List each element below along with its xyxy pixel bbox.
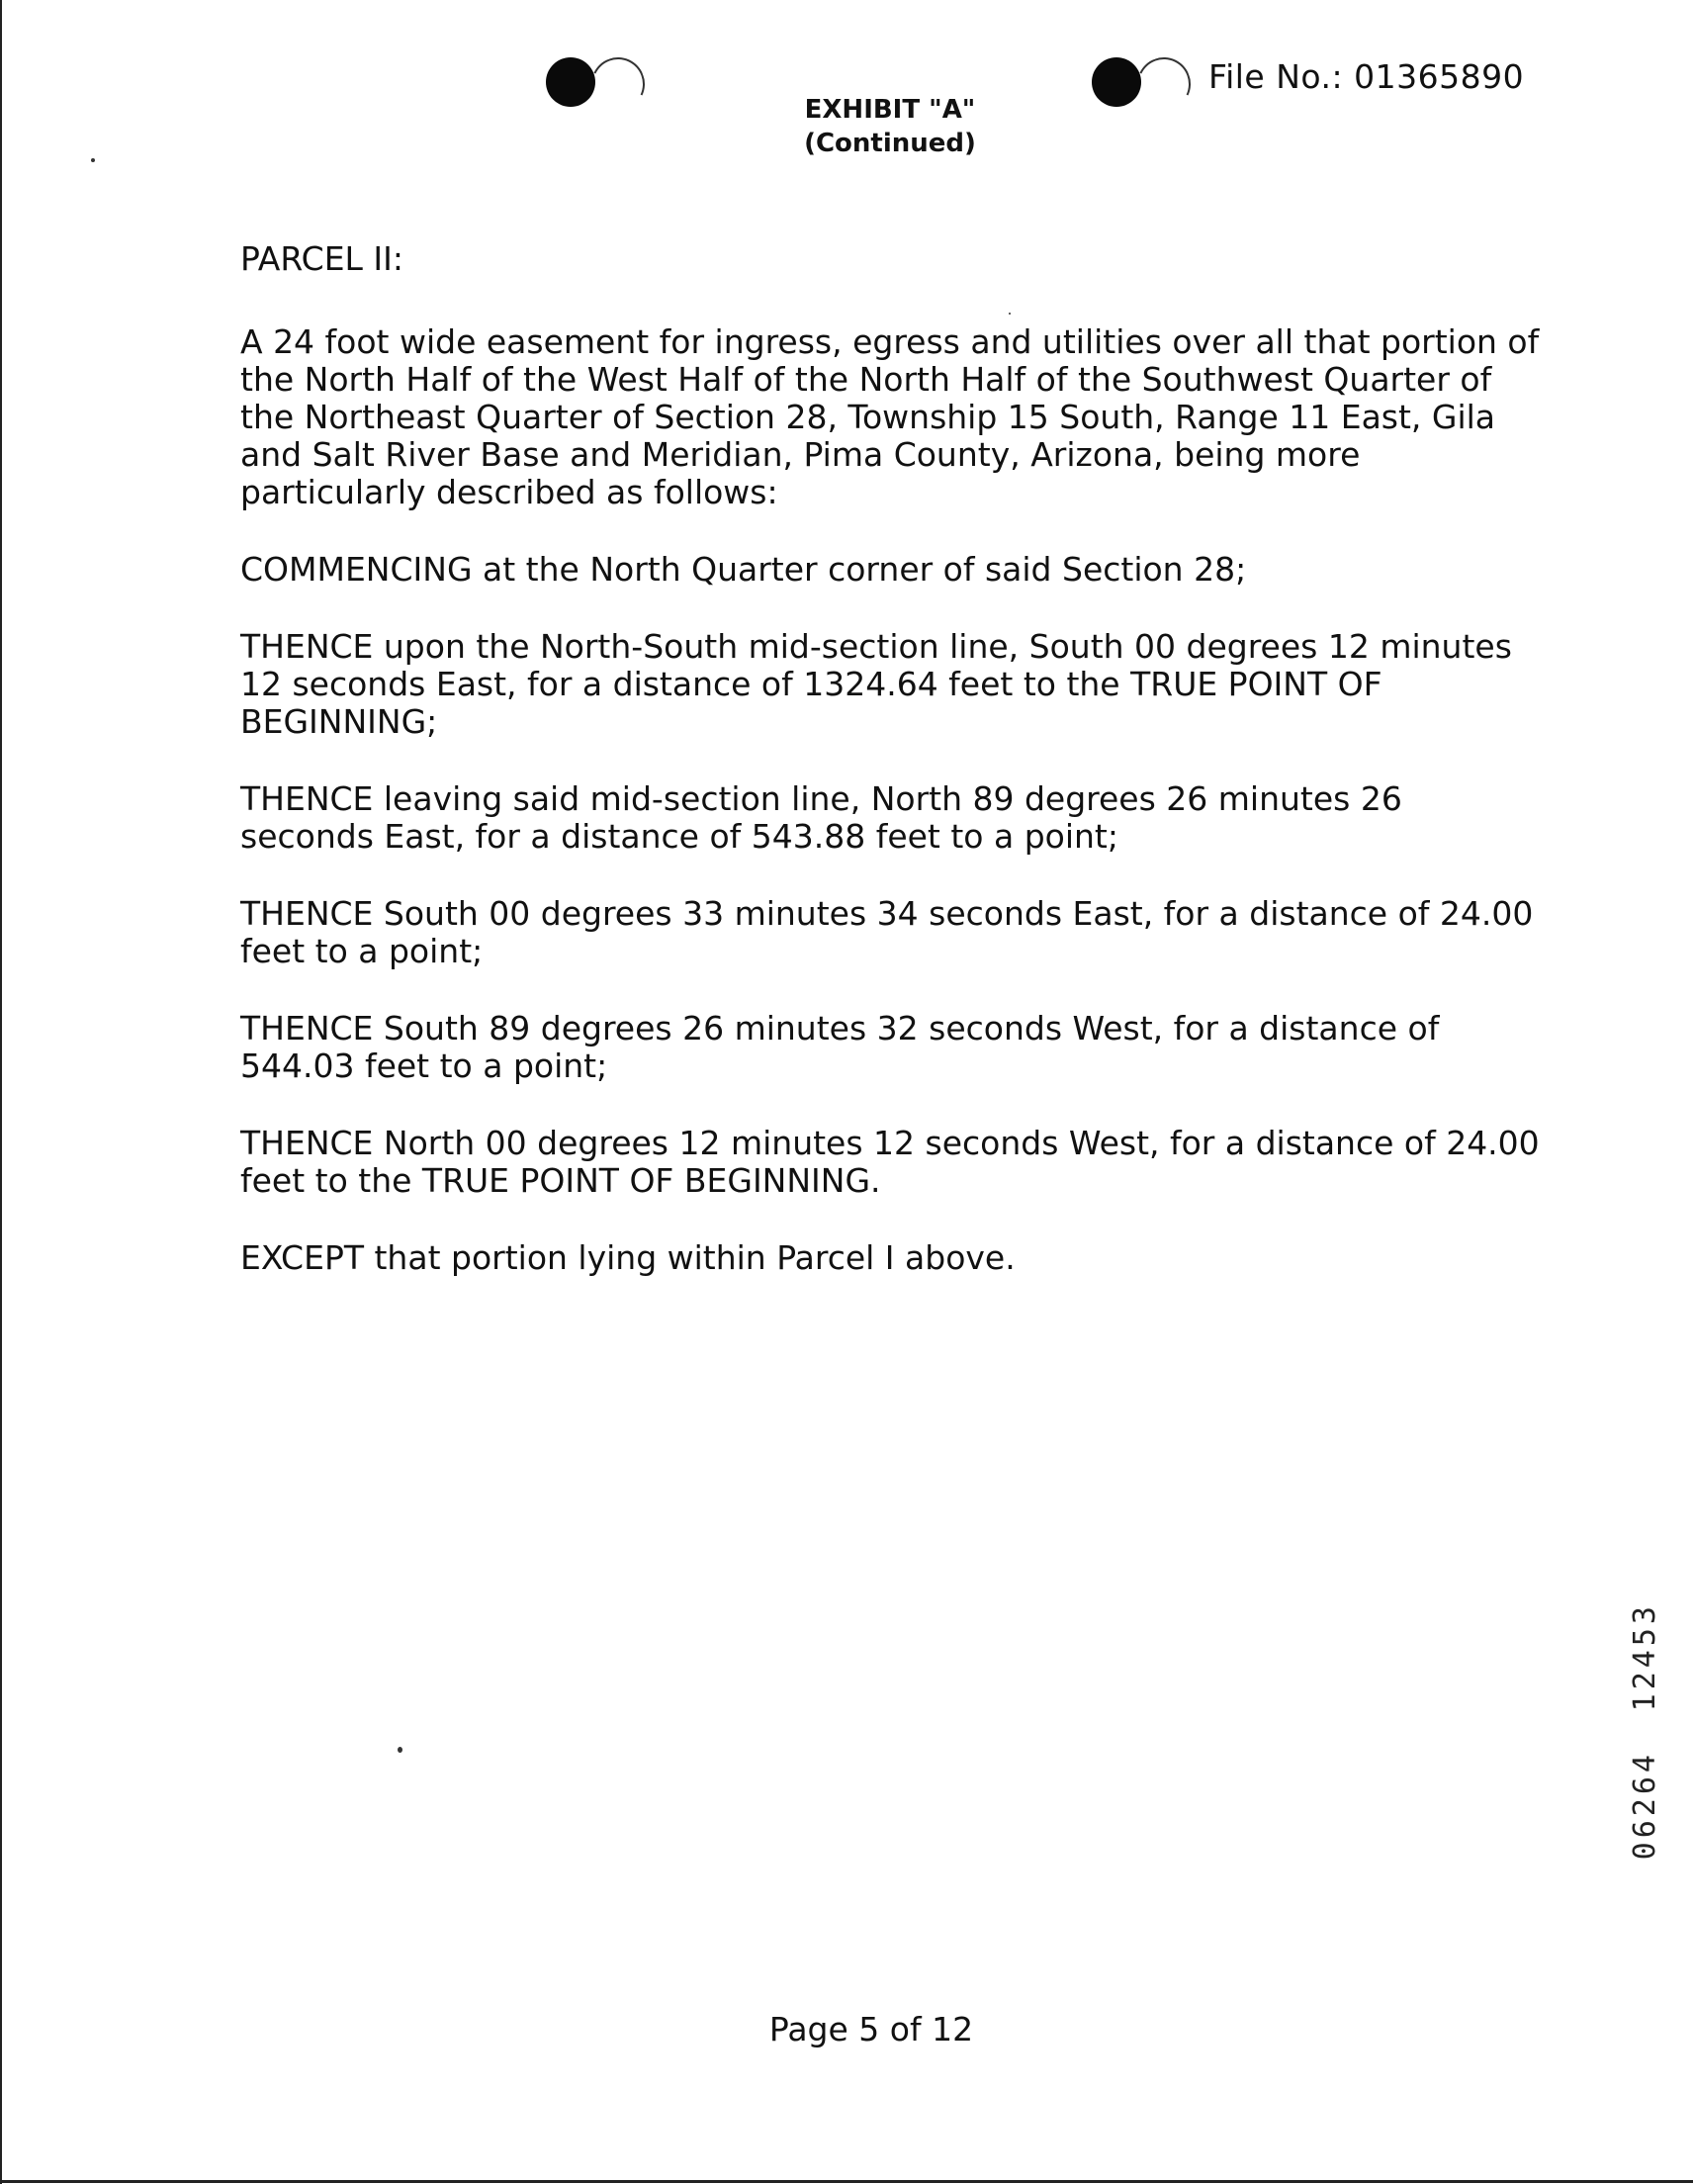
commencing-paragraph: COMMENCING at the North Quarter corner of said Section 28;: [240, 550, 1247, 589]
page-number: Page 5 of 12: [768, 2010, 974, 2048]
punch-hole-right: [1092, 57, 1141, 107]
thence-paragraph-3: THENCE South 00 degrees 33 minutes 34 seconds East, for a distance of 24.00 feet to a point;: [240, 894, 1534, 970]
exhibit-title: EXHIBIT "A": [804, 95, 976, 125]
page-left-edge: [0, 0, 2, 2184]
easement-paragraph: A 24 foot wide easement for ingress, egress and utilities over all that portion of the North Half of the West Half of the North Half of the Southwest Quarter of the Northeast Quarter of Section 28, Township 15 South, Range 11 East, Gila and Salt River Base and Meridian, Pima County, Arizona, being more particularly described as follows:: [240, 322, 1540, 511]
thence-paragraph-2: THENCE leaving said mid-section line, North 89 degrees 26 minutes 26 seconds East, for a distance of 543.88 feet to a point;: [240, 779, 1402, 856]
recording-stamp: [1628, 1602, 1667, 1869]
recording-stamp-line-2: 06264: [1628, 1751, 1662, 1861]
exhibit-subtitle: (Continued): [804, 129, 976, 158]
file-number: File No.: 01365890: [1208, 57, 1525, 96]
thence-paragraph-1: THENCE upon the North-South mid-section line, South 00 degrees 12 minutes 12 seconds East, for a distance of 1324.64 feet to the TRUE POINT OF BEGINNING;: [240, 627, 1512, 741]
thence-paragraph-5: THENCE North 00 degrees 12 minutes 12 seconds West, for a distance of 24.00 feet to the TRUE POINT OF BEGINNING.: [240, 1124, 1540, 1200]
exhibit-heading: [692, 93, 1088, 160]
scan-speck: [398, 1747, 402, 1753]
thence-paragraph-4: THENCE South 89 degrees 26 minutes 32 seconds West, for a distance of 544.03 feet to a point;: [240, 1009, 1440, 1085]
punch-hole-left: [546, 57, 595, 107]
except-paragraph: EXCEPT that portion lying within Parcel I above.: [240, 1238, 1016, 1277]
punch-hole-left-ring: [583, 49, 652, 118]
scan-speck: [91, 158, 95, 162]
legal-description: [240, 240, 1546, 1277]
recording-stamp-line-1: 12453: [1628, 1602, 1662, 1712]
punch-hole-right-ring: [1129, 49, 1198, 118]
page-bottom-edge: [0, 2180, 1693, 2183]
parcel-heading: PARCEL II:: [240, 239, 403, 278]
